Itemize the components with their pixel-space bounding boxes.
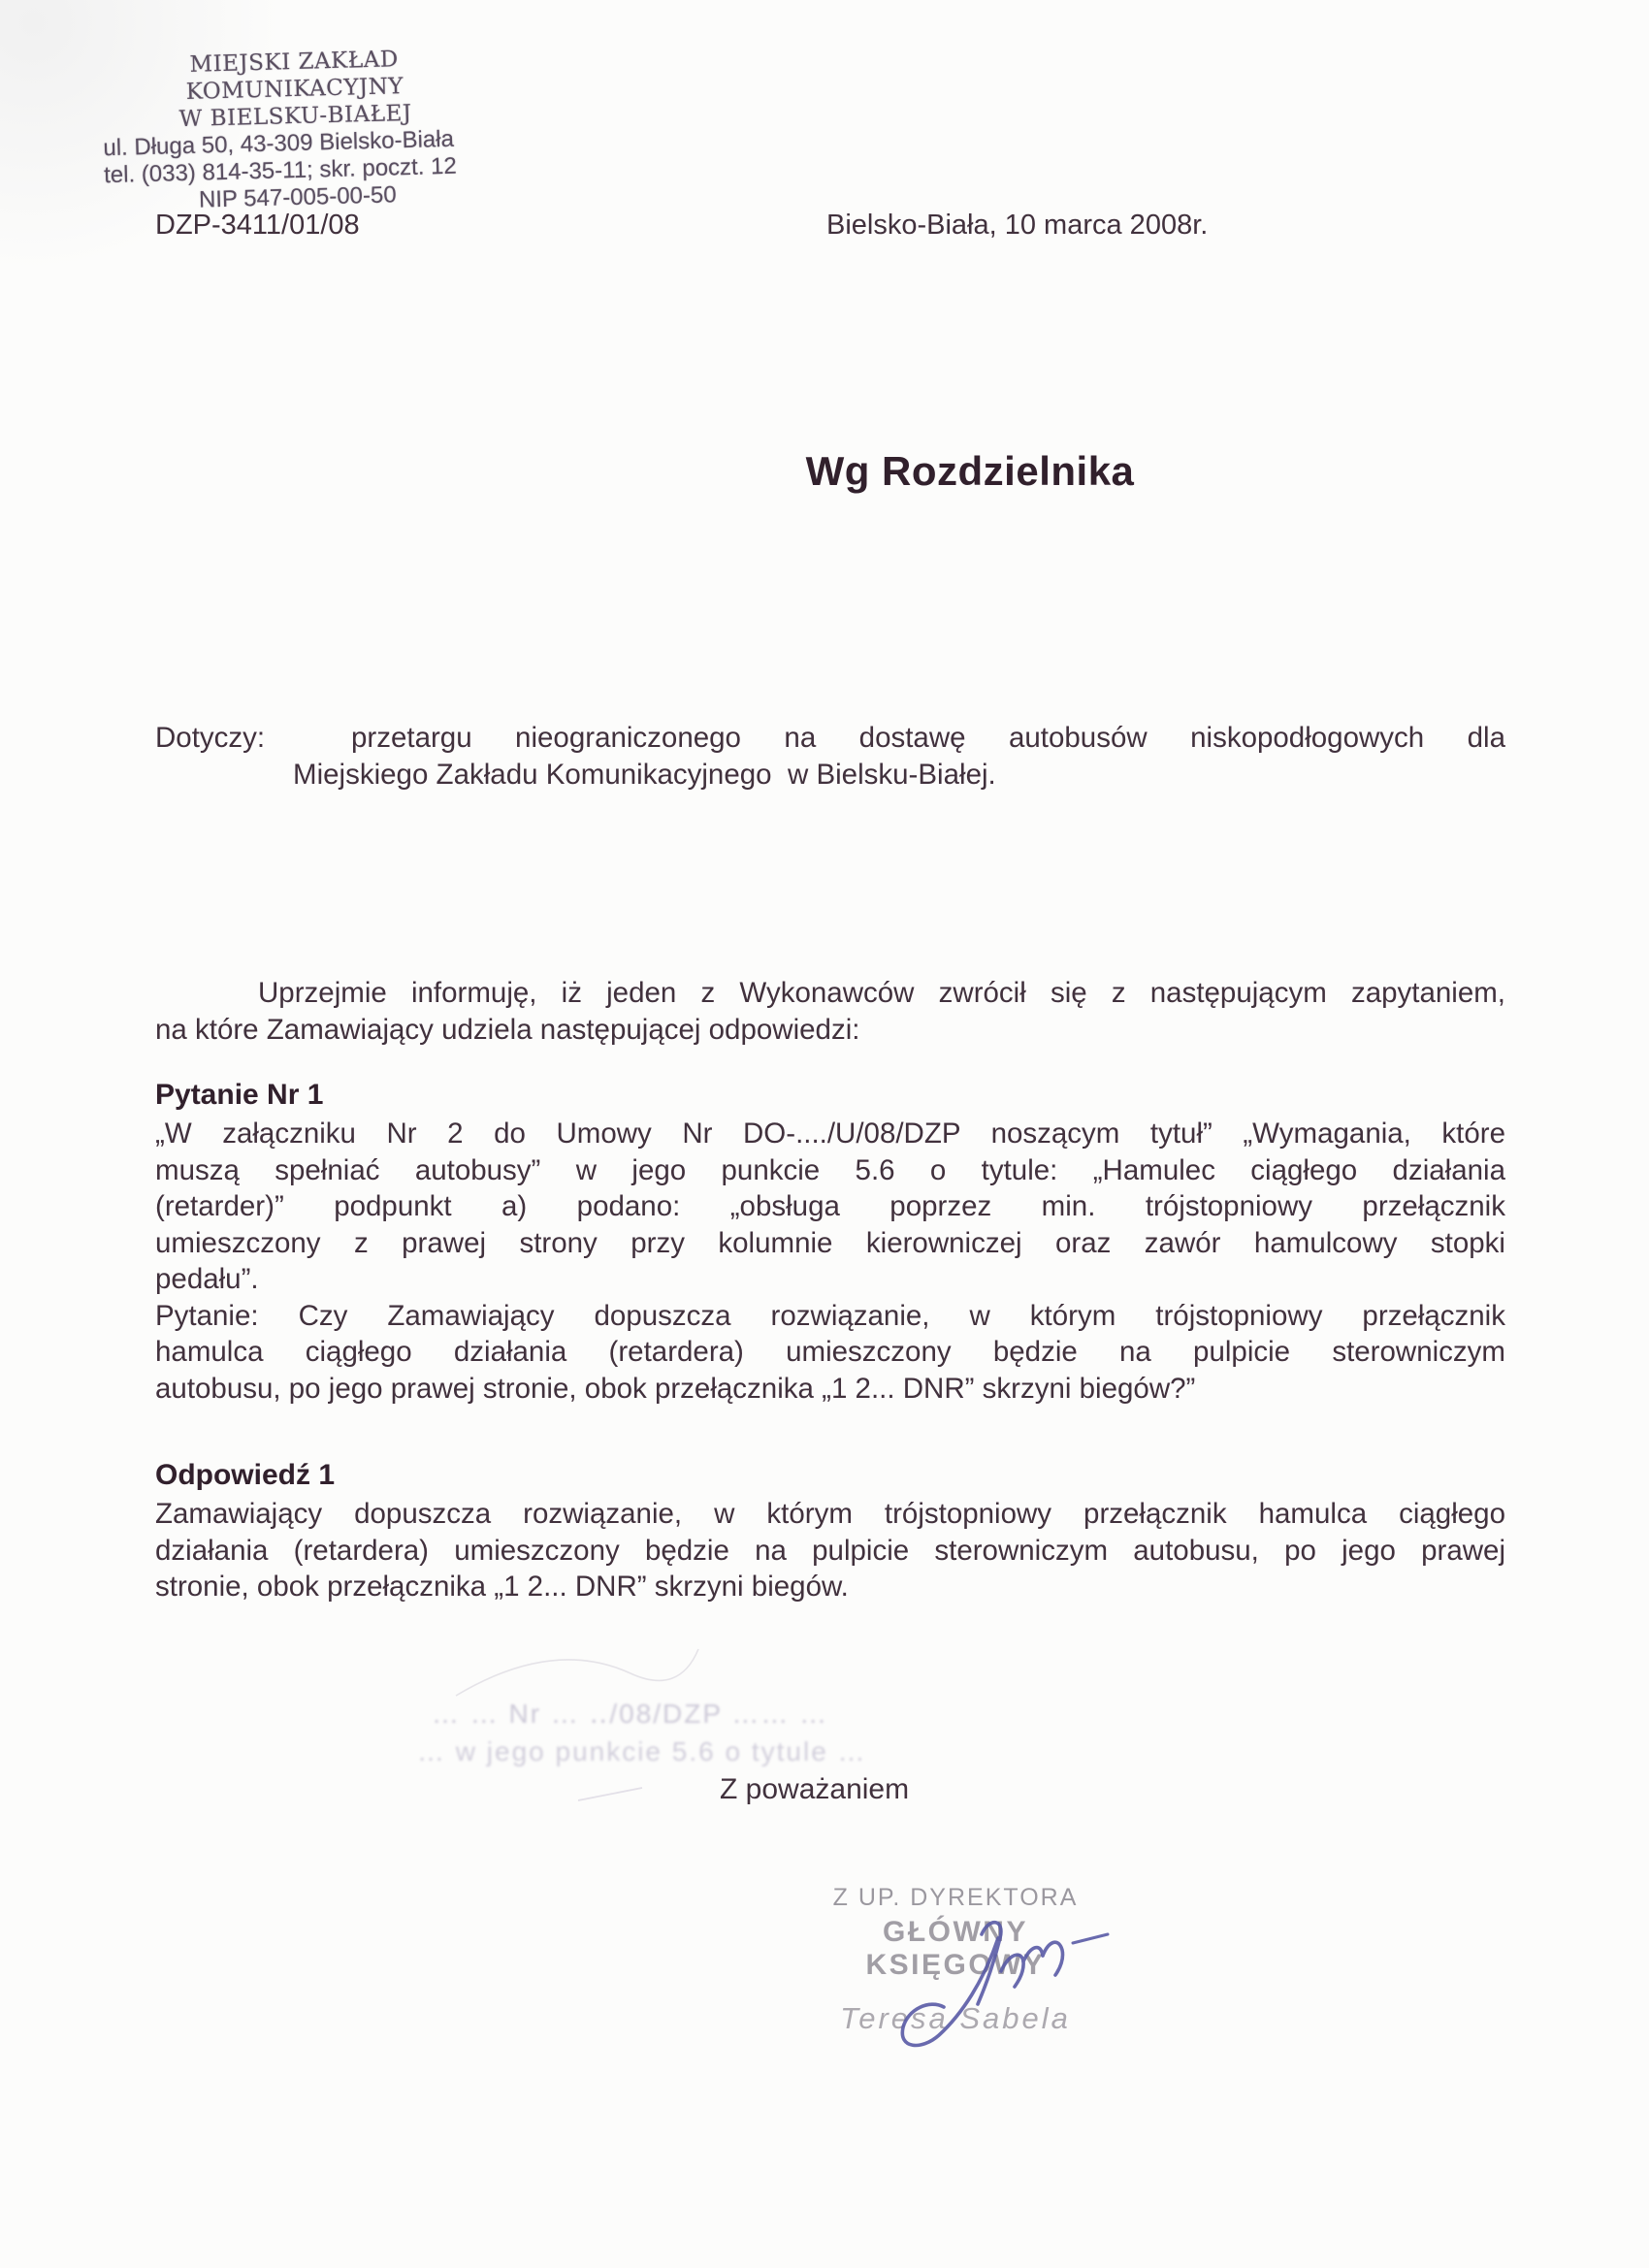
stamp-authority-line: Z UP. DYREKTORA bbox=[832, 1884, 1079, 1911]
answer-line: stronie, obok przełącznika „1 2... DNR” skrzyni biegów. bbox=[155, 1571, 849, 1603]
reference-number: DZP-3411/01/08 bbox=[155, 210, 360, 241]
answer-line: działania (retardera) umieszczony będzie na pulpicie sterowniczym autobusu, po jego prawej bbox=[155, 1534, 1505, 1567]
pen-stroke bbox=[578, 1788, 642, 1800]
closing-phrase: Z poważaniem bbox=[720, 1773, 910, 1805]
question-line: umieszczony z prawej strony przy kolumnie kierowniczej oraz zawór hamulcowy stopki bbox=[155, 1226, 1505, 1259]
question-heading: Pytanie Nr 1 bbox=[155, 1079, 324, 1111]
answer-paragraph bbox=[155, 1496, 1505, 1605]
subject-line: Miejskiego Zakładu Komunikacyjnego w Bielsku-Białej. bbox=[293, 758, 996, 791]
question-line: „W załączniku Nr 2 do Umowy Nr DO-..../U/08/DZP noszącym tytuł” „Wymagania, które bbox=[155, 1118, 1505, 1150]
stamp-role-line: GŁÓWNY KSIĘGOWY bbox=[865, 1916, 1046, 1981]
letterhead-company-name: MIEJSKI ZAKŁAD KOMUNIKACYJNY bbox=[185, 47, 404, 105]
bleed-through-text: … w jego punkcie 5.6 o tytule … bbox=[417, 1736, 867, 1766]
page-title: Wg Rozdzielnika bbox=[805, 448, 1135, 494]
bleed-through-text: … … Nr … ‥/08/DZP …… … bbox=[432, 1699, 829, 1729]
letterhead-stamp bbox=[101, 44, 491, 216]
letterhead-company-city: W BIELSKU-BIAŁEJ bbox=[178, 100, 412, 133]
question-paragraph bbox=[155, 1116, 1505, 1407]
intro-line: na które Zamawiający udziela następującej odpowiedzi: bbox=[155, 1013, 860, 1046]
stamp-signer-name: Teresa Sabela bbox=[840, 2001, 1071, 2035]
subject-line: Dotyczy: przetargu nieograniczonego na dostawę autobusów niskopodłogowych dla bbox=[155, 722, 1505, 754]
intro-paragraph bbox=[155, 975, 1505, 1048]
answer-heading: Odpowiedź 1 bbox=[155, 1459, 336, 1491]
question-line: (retarder)” podpunkt a) podano: „obsługa poprzez min. trójstopniowy przełącznik bbox=[155, 1190, 1505, 1222]
question-line: Pytanie: Czy Zamawiający dopuszcza rozwiązanie, w którym trójstopniowy przełącznik bbox=[155, 1299, 1505, 1332]
date-line: Bielsko-Biała, 10 marca 2008r. bbox=[826, 210, 1209, 241]
question-line: autobusu, po jego prawej stronie, obok przełącznika „1 2... DNR” skrzyni biegów?” bbox=[155, 1372, 1196, 1405]
intro-line: Uprzejmie informuję, iż jeden z Wykonawców zwrócił się z następującym zapytaniem, bbox=[258, 977, 1505, 1009]
letterhead-nip: NIP 547-005-00-50 bbox=[198, 181, 397, 213]
subject-block bbox=[155, 720, 1505, 793]
question-line: muszą spełniać autobusy” w jego punkcie 5.6 o tytule: „Hamulec ciągłego działania bbox=[155, 1153, 1505, 1186]
letterhead-address: ul. Długa 50, 43-309 Bielsko-Biała bbox=[103, 125, 455, 162]
answer-line: Zamawiający dopuszcza rozwiązanie, w którym trójstopniowy przełącznik hamulca ciągłego bbox=[155, 1498, 1505, 1530]
signature-stamp-block bbox=[795, 1884, 1116, 2036]
question-line: hamulca ciągłego działania (retardera) umieszczony będzie na pulpicie sterowniczym bbox=[155, 1336, 1505, 1368]
letterhead-phone: tel. (033) 814-35-11; skr. poczt. 12 bbox=[103, 152, 458, 189]
pencil-arc bbox=[456, 1649, 698, 1696]
question-line: pedału”. bbox=[155, 1263, 259, 1295]
